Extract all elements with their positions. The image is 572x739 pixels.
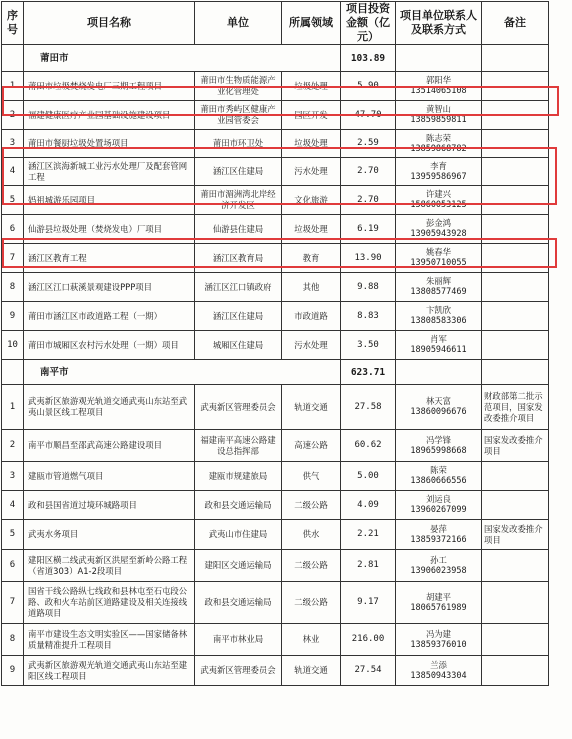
project-note [482,582,549,624]
project-name: 建瓯市管道燃气项目 [24,462,195,491]
contact-person: 彭金鸿 [425,218,452,228]
project-name: 莆田市涵江区市政道路工程（一期） [24,302,195,331]
contact-phone: 13859376010 [410,639,467,650]
header-row [2,2,549,45]
row-number: 8 [2,624,24,656]
table-row [2,302,549,331]
contact-phone: 13859868782 [410,143,467,154]
row-number: 1 [2,72,24,101]
project-name: 武夷水务项目 [24,520,195,550]
project-note [482,186,549,215]
project-field: 污水处理 [282,158,341,186]
project-unit: 建瓯市规建旅局 [195,462,282,491]
contact-phone: 18065761989 [410,602,467,613]
project-name: 武夷新区旅游观光轨道交通武夷山东站至建阳区线工程项目 [24,656,195,686]
project-contact [396,302,482,331]
project-name: 涵江区教育工程 [24,244,195,273]
contact-person: 许建兴 [425,189,452,199]
project-field: 轨道交通 [282,656,341,686]
contact-phone: 13514065108 [410,86,467,96]
project-field: 二级公路 [282,550,341,582]
row-number: 7 [2,244,24,273]
project-unit: 政和县交通运输局 [195,582,282,624]
project-unit: 南平市林业局 [195,624,282,656]
project-name: 政和县国省道过境环城路项目 [24,491,195,520]
project-amount: 3.50 [341,331,396,360]
contact-phone: 13950710055 [410,258,467,268]
table-row [2,72,549,101]
table-row [2,244,549,273]
contact-phone: 13860666556 [410,476,467,486]
project-table [1,1,549,686]
project-field: 园区开发 [282,101,341,130]
project-contact [396,158,482,186]
project-unit: 涵江区教育局 [195,244,282,273]
row-number: 6 [2,550,24,582]
project-note [482,491,549,520]
row-number: 3 [2,130,24,158]
contact-phone: 18905946611 [410,345,467,355]
project-contact [396,72,482,101]
project-contact [396,273,482,302]
table-row [2,215,549,244]
project-amount: 9.17 [341,582,396,624]
contact-person: 肖军 [430,334,447,344]
project-name: 国省干线公路纵七线政和县林屯至石屯段公路、政和火车站前区道路建设及相关连接线道路项目 [24,582,195,624]
contact-person: 孙工 [430,554,447,565]
project-contact [396,130,482,158]
project-name: 南平市建设生态文明实验区——国家储备林质量精准提升工程项目 [24,624,195,656]
project-amount: 2.59 [341,130,396,158]
project-note [482,331,549,360]
table-row [2,385,549,430]
project-contact [396,520,482,550]
contact-phone: 13859372166 [410,534,467,545]
header-unit: 单位 [195,2,282,45]
contact-phone: 18965998668 [410,445,467,456]
project-unit: 城厢区住建局 [195,331,282,360]
contact-phone: 13860096676 [410,407,467,417]
project-unit: 莆田市秀屿区健康产业园管委会 [195,101,282,130]
table-row [2,331,549,360]
project-unit: 莆田市环卫处 [195,130,282,158]
contact-person: 刘运良 [425,494,452,504]
project-contact [396,550,482,582]
project-unit: 仙游县住建局 [195,215,282,244]
table-row [2,582,549,624]
contact-phone: 15860053125 [410,200,467,210]
table-row [2,520,549,550]
project-note [482,158,549,186]
project-note [482,656,549,686]
project-unit: 莆田市生物质能源产业化管理处 [195,72,282,101]
project-field: 文化旅游 [282,186,341,215]
row-number: 5 [2,520,24,550]
contact-phone: 13859859811 [410,115,467,125]
project-note [482,624,549,656]
project-unit: 涵江区江口镇政府 [195,273,282,302]
project-note [482,72,549,101]
project-name: 武夷新区旅游观光轨道交通武夷山东站至武夷山景区线工程项目 [24,385,195,430]
project-unit: 武夷新区管理委员会 [195,656,282,686]
table-row [2,550,549,582]
project-amount: 9.88 [341,273,396,302]
project-field: 教育 [282,244,341,273]
project-note: 财政部第二批示范项目，国家发改委推介项目 [482,385,549,430]
project-note [482,101,549,130]
project-note [482,244,549,273]
project-field: 垃圾处理 [282,130,341,158]
contact-phone: 13808583306 [410,316,467,326]
row-number: 2 [2,430,24,462]
contact-person: 冯学锋 [425,434,452,445]
row-number: 3 [2,462,24,491]
contact-phone: 13850943304 [410,670,467,681]
project-unit: 涵江区住建局 [195,302,282,331]
project-contact [396,244,482,273]
header-invest: 项目投资金额（亿元） [341,2,396,45]
table-row [2,656,549,686]
table-row [2,101,549,130]
project-name: 福建健康医疗产业园基础设施建设项目 [24,101,195,130]
project-name: 建阳区横二线武夷新区洪屋至新岭公路工程（省道303）A1-2段项目 [24,550,195,582]
project-amount: 8.83 [341,302,396,331]
project-contact [396,462,482,491]
project-amount: 2.21 [341,520,396,550]
contact-phone: 13808577469 [410,287,467,297]
contact-person: 陈荣 [430,465,447,475]
contact-person: 陈志荣 [425,132,452,143]
project-amount: 2.70 [341,158,396,186]
project-unit: 政和县交通运输局 [195,491,282,520]
project-contact [396,186,482,215]
project-field: 二级公路 [282,491,341,520]
project-note [482,550,549,582]
contact-person: 姚春华 [425,247,452,257]
project-unit: 武夷山市住建局 [195,520,282,550]
project-amount: 13.90 [341,244,396,273]
project-name: 莆田市城厢区农村污水处理（一期）项目 [24,331,195,360]
project-contact [396,215,482,244]
contact-person: 胡建平 [425,591,452,602]
project-name: 妈祖城游乐园项目 [24,186,195,215]
project-name: 涵江区江口萩溪景观建设PPP项目 [24,273,195,302]
project-note [482,462,549,491]
project-amount: 6.19 [341,215,396,244]
row-number: 2 [2,101,24,130]
project-field: 供气 [282,462,341,491]
row-number: 10 [2,331,24,360]
group-row-putian [2,45,549,72]
header-note: 备注 [482,2,549,45]
row-number: 4 [2,491,24,520]
project-note [482,273,549,302]
row-number: 4 [2,158,24,186]
project-field: 污水处理 [282,331,341,360]
project-name: 莆田市垃圾焚烧发电厂三期工程项目 [24,72,195,101]
contact-person: 兰添 [430,659,447,670]
project-contact [396,385,482,430]
project-note: 国家发改委推介项目 [482,430,549,462]
project-amount: 47.70 [341,101,396,130]
contact-phone: 13905943928 [410,229,467,239]
project-field: 供水 [282,520,341,550]
group-name: 莆田市 [24,45,341,72]
header-field: 所属领域 [282,2,341,45]
project-name: 仙游县垃圾处理（焚烧发电）厂项目 [24,215,195,244]
contact-person: 冯为建 [425,628,452,639]
project-note [482,215,549,244]
project-contact [396,624,482,656]
group-name: 南平市 [24,360,341,385]
project-amount: 60.62 [341,430,396,462]
project-amount: 2.70 [341,186,396,215]
contact-person: 李育 [430,160,447,171]
project-field: 垃圾处理 [282,72,341,101]
project-name: 涵江区滨海新城工业污水处理厂及配套管网工程 [24,158,195,186]
project-amount: 27.54 [341,656,396,686]
project-unit: 福建南平高速公路建设总指挥部 [195,430,282,462]
project-contact [396,101,482,130]
row-number: 6 [2,215,24,244]
project-field: 其他 [282,273,341,302]
contact-phone: 13960267099 [410,505,467,515]
table-row [2,158,549,186]
project-contact [396,656,482,686]
project-field: 垃圾处理 [282,215,341,244]
project-field: 二级公路 [282,582,341,624]
row-number: 5 [2,186,24,215]
project-note: 国家发改委推介项目 [482,520,549,550]
project-amount: 2.81 [341,550,396,582]
project-amount: 4.09 [341,491,396,520]
project-name: 南平市顺昌至邵武高速公路建设项目 [24,430,195,462]
group-total: 103.89 [341,45,396,72]
project-unit: 莆田市湄洲湾北岸经济开发区 [195,186,282,215]
row-number: 8 [2,273,24,302]
header-contact: 项目单位联系人及联系方式 [396,2,482,45]
project-name: 莆田市餐厨垃圾处置场项目 [24,130,195,158]
table-row [2,273,549,302]
contact-person: 卞凯欣 [425,305,452,315]
project-unit: 涵江区住建局 [195,158,282,186]
project-field: 市政道路 [282,302,341,331]
project-contact [396,582,482,624]
project-note [482,130,549,158]
project-amount: 27.58 [341,385,396,430]
contact-person: 黄智山 [425,104,452,114]
table-row [2,130,549,158]
contact-person: 林天富 [425,396,452,406]
group-row-nanping [2,360,549,385]
project-contact [396,430,482,462]
project-amount: 5.90 [341,72,396,101]
row-number: 9 [2,656,24,686]
project-amount: 5.00 [341,462,396,491]
project-unit: 建阳区交通运输局 [195,550,282,582]
contact-phone: 13906023958 [410,565,467,576]
table-row [2,462,549,491]
group-total: 623.71 [341,360,396,385]
contact-person: 朱丽辉 [425,276,452,286]
row-number: 7 [2,582,24,624]
header-name: 项目名称 [24,2,195,45]
project-contact [396,331,482,360]
row-number: 9 [2,302,24,331]
project-field: 林业 [282,624,341,656]
project-amount: 216.00 [341,624,396,656]
table-row [2,186,549,215]
project-field: 轨道交通 [282,385,341,430]
header-seq: 序号 [2,2,24,45]
table-row [2,624,549,656]
row-number: 1 [2,385,24,430]
table-row [2,430,549,462]
table-row [2,491,549,520]
project-note [482,302,549,331]
project-unit: 武夷新区管理委员会 [195,385,282,430]
contact-phone: 13959586967 [410,171,467,182]
project-field: 高速公路 [282,430,341,462]
contact-person: 郭阳华 [425,75,452,85]
contact-person: 晏萍 [430,523,447,534]
project-contact [396,491,482,520]
